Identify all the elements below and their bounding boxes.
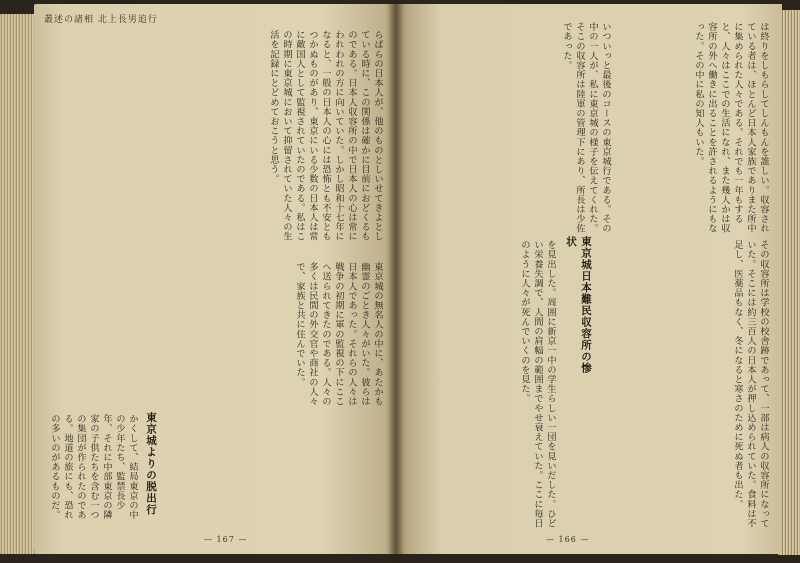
right-page — [396, 4, 782, 554]
section-heading-escape: 東京城よりの脱出行 — [145, 412, 157, 516]
left-paragraph-lower: 東京城の無名人の中に、あたかも幽霊のごとき人々がいた。彼らは日本人であった。それらの人々は戦争の初期に軍の監視の下にここへ送られてきたのである。人々の多くは民間の外交官や商社の人々で、家族と共に住んでいた。 — [294, 262, 383, 406]
right-body-bottom — [412, 240, 557, 530]
right-body-mid — [412, 22, 612, 237]
right-paragraph-upper: は終りをしもらしてしんもんを誰しい。収容されている者は、ほとんど日本人家族でありまた所中に集められた人々である。それでも一年もすると、人々はここでの生活になれ、また幾人かは収容所の外へ働きに出ることを許されるようにもなった。その中に私の知人もいた。 — [693, 22, 769, 234]
right-paragraph-bottom: を見出した。周囲に新京一中の学生らしい一団を見いだした。ひどい栄養失調で、人間の肩幅の範囲までやせ衰えていた。ここに毎日のように人々が死んでいくのを見た。 — [519, 240, 556, 528]
section-heading-camp: 東京城日本難民収容所の惨状 — [565, 236, 592, 374]
page-number-right: — 166 — — [546, 535, 590, 544]
page-number-left: — 167 — — [204, 535, 248, 544]
left-body-bottom — [44, 414, 139, 524]
running-head: 叢述の諸相 北上長男追行 — [44, 15, 158, 25]
right-paragraph-mid: いついっと最後のコースの東京城行である。その中の一人が、私に東京城の様子を伝えてくれた。そこの収容所は陸軍の管理下にあり、所長は少佐であった。 — [561, 22, 611, 234]
right-paragraph-lower: その収容所は学校の校舎跡であって、一部は病人の収容所になっていた。そこには約三百人の日本人が押し込められていた。食料は不足し、医薬品もなく、冬になると寒さのために死ぬ者も出た。 — [732, 240, 769, 528]
book-gutter — [388, 0, 404, 563]
left-body-lower — [46, 262, 384, 412]
left-page — [34, 4, 396, 554]
right-body-upper — [620, 22, 770, 237]
left-paragraph-bottom: かくして、結局東京の中の少年たち、監禁長少年、それに中部東京の隣家の子供たちを含む一つの集団が作られたのである。地道の旅にも、恐れの多いのがあるものだ。 — [49, 414, 138, 520]
right-body-lower — [620, 240, 770, 530]
left-body-upper — [46, 30, 384, 245]
left-paragraph-upper: らばらの日本人が、他のものとしいせてきよとしている時に、この関係は確かに目前におどくるものである。日本人収容所の中で日本人の心は常にわれわれの方に向いていた。しかし昭和十七年になると、一般の日本人の心には恐怖とも不安ともつかぬものがあり、東京にいる少数の日本人は常に敵国人として監視されていたのである。私はこの時期に東京城において抑留されていた人々の生活を記録にとどめておこうと思う。 — [268, 30, 383, 242]
